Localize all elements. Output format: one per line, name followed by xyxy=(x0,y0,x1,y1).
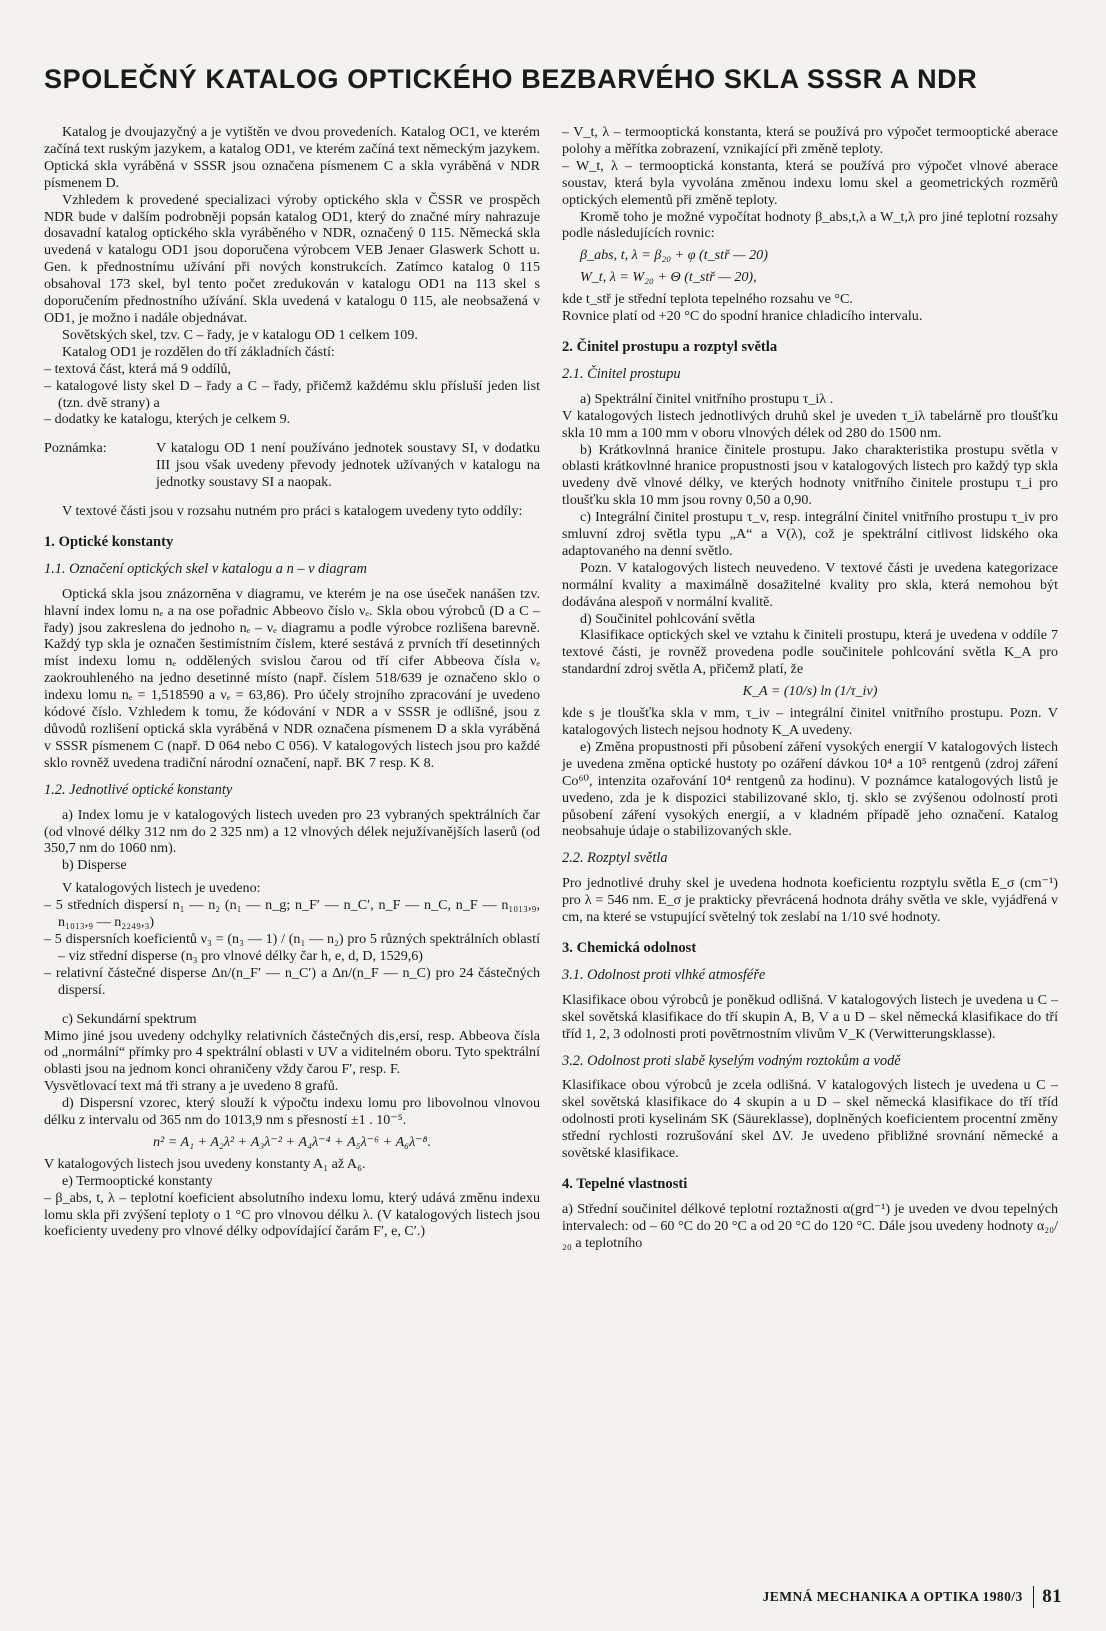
paragraph-specialization: Vzhledem k provedené specializaci výroby optického skla v ČSSR ve prospěch NDR bude v dalším podrobněji popsán katalog OD1, který do značné míry nahrazuje dosavadní katalog optického skla vyráběného v NDR, označený 0 115. Německá skla uvedená v katalogu OD1 jsou doporučena výrobcem VEB Jenaer Glaswerk Schott u. Gen. k přednostnímu užívání při nových konstrukcích. Zatímco katalog 0 115 obsahoval 173 skel, byl tento počet zredukován v katalogu OD1 na 113 skel s doporučením přednostního užívání. Skla uvedená v katalogu 0 115, ale neobsažená v OD1, je možno i nadále objednávat. xyxy=(44,191,540,326)
paragraph-dispersion-label: b) Disperse xyxy=(62,857,127,874)
list-item: – relativní částečné disperse Δn/(n_F′ — n_C′) a Δn/(n_F — n_C) pro 24 částečných dispersí. xyxy=(44,964,540,998)
paragraph-pozn: Pozn. V katalogových listech neuvedeno. V textové části je uvedena kategorizace normální kvality a maximálně dosažitelné kvality pro skla, která nemohou být dodávána alespoň v normální kvalitě. xyxy=(562,559,1058,610)
journal-name: JEMNÁ MECHANIKA A OPTIKA 1980/3 xyxy=(762,1589,1023,1604)
left-column xyxy=(44,124,540,1240)
section-heading-3-1: 3.1. Odolnost proti vlhké atmosféře xyxy=(562,966,766,983)
paragraph-tabular: V katalogových listech jednotlivých druhů skel je uveden τ_iλ tabelárně pro tloušťku skla 10 mm a 100 mm v oboru vlnových délek od 280 do 1500 nm. xyxy=(562,407,1058,441)
paragraph-absorption-label: d) Součinitel pohlcování světla xyxy=(580,610,755,627)
article-title: SPOLEČNÝ KATALOG OPTICKÉHO BEZBARVÉHO SKLA SSSR A NDR xyxy=(44,64,978,94)
paragraph-V-constant: – V_t, λ – termooptická konstanta, která se používá pro výpočet termooptické aberace polohy a měřítka zobrazení, vznikající při změně teploty. xyxy=(562,124,1058,157)
paragraph-integral: c) Integrální činitel prostupu τ_v, resp. integrální činitel vnitřního prostupu τ_iv pro smluvní zdroj světla typu „A“ a V(λ), což je spektrální citlivost lidského oka adaptovaného na denní světlo. xyxy=(562,509,1058,559)
footer-divider xyxy=(1033,1586,1035,1608)
equation-W: W_t, λ = W₂₀ + Θ (t_stř — 20), xyxy=(580,269,757,286)
section-heading-1-2: 1.2. Jednotlivé optické konstanty xyxy=(44,781,233,798)
paragraph-listed: V katalogových listech je uvedeno: xyxy=(62,880,261,897)
paragraph-soviet-glasses: Sovětských skel, tzv. C – řady, je v katalogu OD 1 celkem 109. xyxy=(62,326,418,343)
list-item: – katalogové listy skel D – řady a C – řady, přičemž každému sklu přísluší jeden list (tzn. dvě strany) a xyxy=(44,377,540,411)
list-item: – 5 středních dispersí n₁ — n₂ (n₁ — n_g; n_F′ — n_C′, n_F — n_C, n_F — n₁₀₁₃,₉, n₁₀₁₃,₉ — n₂₂₄₉,₃) xyxy=(44,897,540,931)
paragraph-sections: V textové části jsou v rozsahu nutném pro práci s katalogem uvedeny tyto oddíly: xyxy=(62,503,523,520)
paragraph-thermal: a) Střední součinitel délkové teplotní roztažnosti α(grd⁻¹) je uveden ve dvou tepelných intervalech: od – 60 °C do 20 °C a od 20 °C do 120 °C. Dále jsou uvedeny hodnoty α₂₀/₂₀ a teplotního xyxy=(562,1200,1058,1251)
paragraph-W-constant: – W_t, λ – termooptická konstanta, která se používá pro výpočet vlnové aberace soustav, která byla vyvolána změnou indexu lomu skel a geometrických rozměrů optických elementů při změně teploty. xyxy=(562,157,1058,208)
note-text: V katalogu OD 1 není používáno jednotek soustavy SI, v dodatku III jsou však uvedeny převody jednotek užívaných v katalogu na jednotky soustavy SI a naopak. xyxy=(156,440,540,491)
list-item: – dodatky ke katalogu, kterých je celkem 9. xyxy=(44,411,291,428)
section-heading-4: 4. Tepelné vlastnosti xyxy=(562,1175,688,1192)
right-column xyxy=(562,124,1058,1252)
section-heading-2-2: 2.2. Rozptyl světla xyxy=(562,850,668,867)
paragraph-radiation: e) Změna propustnosti při působení záření vysokých energií V katalogových listech je uvedena změna optické hustoty po ozáření dávkou 10⁴ a 10⁵ rentgenů (zdroj záření Co⁶⁰, intenzita ozařování 10⁴ rentgenů za hodinu). V poznámce katalogových listů je uvedeno, zda je k dispozici stabilizované sklo, tj. sklo se zvýšenou odolností proti působení záření vysokých energií, a v kladném případě jeho označení. Katalog neobsahuje údaje o stabilizovaných skle. xyxy=(562,738,1058,840)
section-heading-2: 2. Činitel prostupu a rozptyl světla xyxy=(562,338,778,355)
paragraph-explanatory: Vysvětlovací text má tři strany a je uvedeno 8 grafů. xyxy=(44,1078,339,1095)
paragraph-humidity: Klasifikace obou výrobců je poněkud odlišná. V katalogových listech je uvedena u C – skel sovětská klasifikace do tří skupin A, B, V a u D – skel německá klasifikace do tří tříd 1, 2, 3 odolnosti proti povětrnostním vlivům V_K (Verwitterungsklasse). xyxy=(562,991,1058,1042)
section-heading-2-1: 2.1. Činitel prostupu xyxy=(562,365,681,382)
paragraph-classification: Klasifikace optických skel ve vztahu k činiteli prostupu, která je uvedena v oddíle 7 textové části, je rovněž provedena podle součinitele pohlcování světla K_A pro standardní zdroj světla A, přičemž platí, že xyxy=(562,627,1058,678)
paragraph-scattering: Pro jednotlivé druhy skel je uvedena hodnota koeficientu rozptylu světla E_σ (cm⁻¹) pro λ = 546 nm. E_σ je prakticky převrácená hodnota dráhy světla ve skle, vyjádřená v cm, na které se vstupující světelný tok zeslabí na 1/10 své hodnoty. xyxy=(562,875,1058,926)
paragraph-thermo-label: e) Termooptické konstanty xyxy=(62,1172,213,1189)
section-heading-3-2: 3.2. Odolnost proti slabě kyselým vodným roztokům a vodě xyxy=(562,1052,901,1069)
paragraph-secondary-spectrum: Mimo jiné jsou uvedeny odchylky relativních částečných dis‚ersí, resp. Abbeova čísla od „normální“ přímky pro 4 spektrální oblasti v UV a viditelném oboru. Tyto spektrální oblasti jsou na jednom konci ohraničeny vždy čarou F′, resp. F. xyxy=(44,1027,540,1078)
page-number: 81 xyxy=(1042,1586,1062,1607)
paragraph-refractive-index: a) Index lomu je v katalogových listech uveden pro 23 vybraných spektrálních čar (od vlnové délky 312 nm do 2 325 nm) a 12 vlnových délek nejužívanějších laserů (od 350,7 nm do 1060 nm). xyxy=(44,806,540,857)
section-heading-3: 3. Chemická odolnost xyxy=(562,939,697,956)
paragraph-calc: Kromě toho je možné vypočítat hodnoty β_abs,t,λ a W_t,λ pro jiné teplotní rozsahy podle následujících rovnic: xyxy=(562,208,1058,242)
section-heading-1: 1. Optické konstanty xyxy=(44,533,174,550)
paragraph-shortwave: b) Krátkovlnná hranice činitele prostupu. Jako charakteristika prostupu světla v oblasti krátkovlnné hranice propustnosti jsou v katalogových listech pro každý typ skla uvedeny dvě vlnové délky, ve kterých hodnoty vnitřního činitele prostupu τ_i pro tloušťku skla 10 mm jsou rovny 0,50 a 0,90. xyxy=(562,441,1058,509)
equation-KA: K_A = (10/s) ln (1/τ_iv) xyxy=(742,683,878,700)
paragraph-thickness: kde s je tloušťka skla v mm, τ_iv – integrální činitel vnitřního prostupu. Pozn. V katalogových listech nejsou hodnoty K_A uvedeny. xyxy=(562,705,1058,738)
list-item: – 5 dispersních koeficientů ν₃ = (n₃ — 1) / (n₁ — n₂) pro 5 různých spektrálních oblastí – viz střední disperse (n₃ pro vlnové délky čar h, e, d, D, 1529,6) xyxy=(44,930,540,964)
section-heading-1-1: 1.1. Označení optických skel v katalogu a n – ν diagram xyxy=(44,560,367,577)
list-item: – textová část, která má 9 oddílů, xyxy=(44,360,232,377)
equation-beta: β_abs, t, λ = β₂₀ + φ (t_stř — 20) xyxy=(580,247,768,264)
paragraph-acid: Klasifikace obou výrobců je zcela odlišná. V katalogových listech je uvedena u C – skel sovětská klasifikace do 4 skupin a u D – skel německá klasifikace do tří tříd odolnosti proti kyselinám SK (Säureklasse), doplněných koeficientem procentní změny střední rychlosti rozrušování skel ΔV. Je uvedeno přibližné srovnání německé a sovětské klasifikace. xyxy=(562,1077,1058,1162)
paragraph-intro: Katalog je dvoujazyčný a je vytištěn ve dvou provedeních. Katalog OC1, ve kterém začíná text ruským jazykem, a katalog OD1, ve kterém začíná text německým jazykem. Optická skla vyráběná v SSSR jsou označena písmenem C a skla vyráběná v NDR písmenem D. xyxy=(44,124,540,191)
paragraph-constants: V katalogových listech jsou uvedeny konstanty A₁ až A₆. xyxy=(44,1155,366,1172)
paragraph-where: kde t_stř je střední teplota tepelného rozsahu ve °C. xyxy=(562,291,853,308)
paragraph-dispersion-formula: d) Dispersní vzorec, který slouží k výpočtu indexu lomu pro libovolnou vlnovou délku z intervalu od 365 nm do 1013,9 nm s přesností ±1 . 10⁻⁵. xyxy=(44,1095,540,1129)
page-footer xyxy=(620,1586,1062,1608)
paragraph-spectral-transmittance: a) Spektrální činitel vnitřního prostupu τ_iλ . xyxy=(580,390,834,407)
paragraph-valid: Rovnice platí od +20 °C do spodní hranice chladicího intervalu. xyxy=(562,308,923,325)
note-block xyxy=(44,440,540,491)
paragraph-diagram: Optická skla jsou znázorněna v diagramu, ve kterém je na ose úseček nanášen tzv. hlavní index lomu nₑ a na ose pořadnic Abbeovo číslo νₑ. Skla obou výrobců (D a C – řady) jsou zakreslena do jednoho nₑ – νₑ diagramu a podle výrobce rozlišena barevně. Každý typ skla je označen šestimístním číslem, které sestává z prvních tří desetinných míst indexu lomu nₑ oddělených svislou čarou od tří cifer Abbeova čísla νₑ zaokrouhleného na jedno desetinné místo (např. číslem 518/639 je označeno sklo o indexu lomu nₑ = 1,518590 a νₑ = 63,86). Pro účely strojního zpracování je uvedeno kódové číslo. Vzhledem k tomu, že kódování v NDR a v SSSR je odlišné, jsou z důvodů rozlišení optická skla vyráběná v NDR označena písmenem D a skla vyráběná v SSSR písmenem C (např. D 064 nebo C 056). V katalogových listech jsou pro každé sklo rovněž uvedena tradiční národní označení, např. BK 7 resp. K 8. xyxy=(44,585,540,771)
paragraph-beta: – β_abs, t, λ – teplotní koeficient absolutního indexu lomu, který udává změnu indexu lomu skla při zvýšení teploty o 1 °C pro vlnovou délku λ. (V katalogových listech jsou koeficienty uvedeny pro vlnové délky odpovídající čarám F′, e, C′.) xyxy=(44,1189,540,1240)
paragraph-secondary-label: c) Sekundární spektrum xyxy=(62,1010,197,1027)
note-label: Poznámka: xyxy=(44,440,107,457)
equation-dispersion: n² = A₁ + A₂λ² + A₃λ⁻² + A₄λ⁻⁴ + A₅λ⁻⁶ + A₆λ⁻⁸. xyxy=(152,1133,432,1150)
paragraph-catalog-parts: Katalog OD1 je rozdělen do tří základních částí: xyxy=(62,343,335,360)
